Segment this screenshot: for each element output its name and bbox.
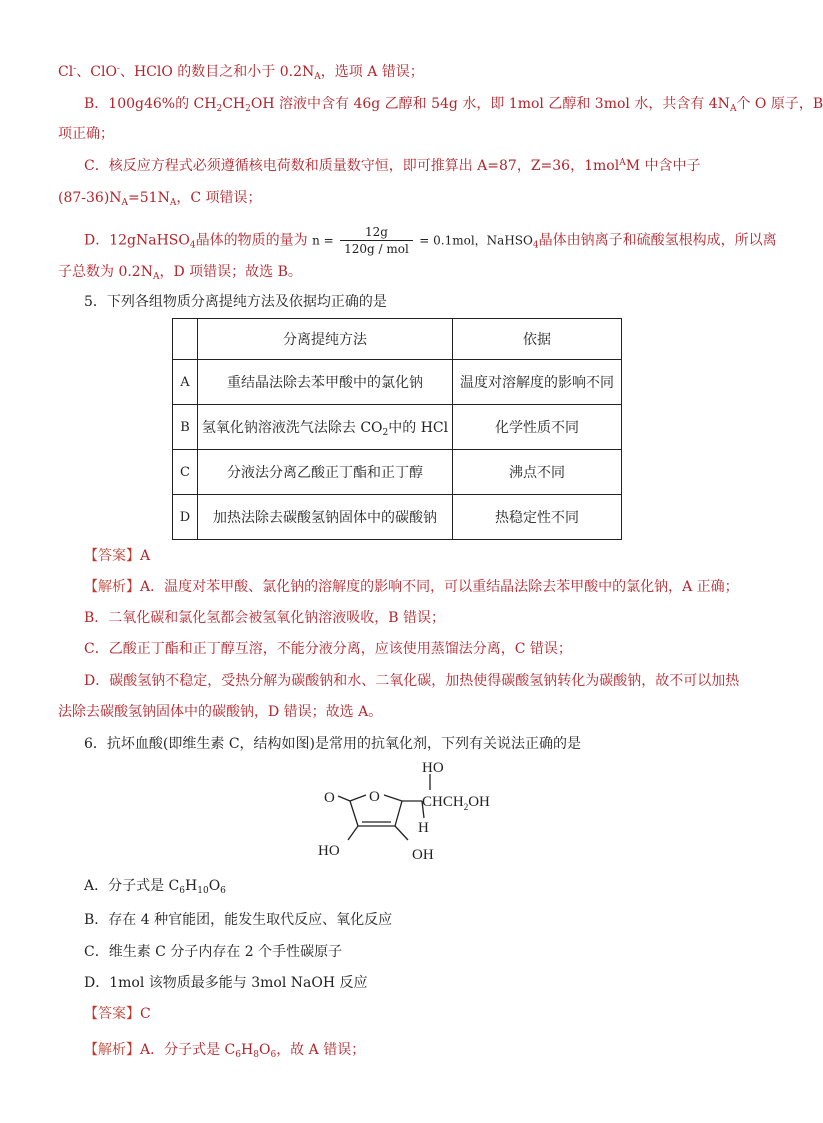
atom-chain: $CHCH_2OH$	[422, 794, 490, 812]
question-5-stem: 5．下列各组物质分离提纯方法及依据均正确的是	[84, 294, 387, 310]
atom-ho-top: HO	[422, 760, 444, 776]
analysis-line-cl-count: Cl-、ClO-、HClO 的数目之和小于 $0.2N_A$，选项 A 错误；	[58, 64, 424, 82]
bond-c3-oh	[395, 826, 408, 840]
analysis-line-d-cont: 子总数为 $0.2N_A$，D 项错误；故选 B。	[58, 264, 302, 282]
question-5-answer: 【答案】A	[84, 548, 151, 564]
option-label: A	[173, 360, 198, 405]
question-5-analysis-b: B．二氧化碳和氯化氢都会被氢氧化钠溶液吸收，B 错误；	[84, 610, 446, 626]
basis-cell: 热稳定性不同	[453, 495, 622, 540]
bond-c2-oh	[348, 826, 358, 840]
question-6-option-c: C．维生素 C 分子内存在 2 个手性碳原子	[84, 944, 343, 960]
question-6-analysis-a: 【解析】A．分子式是 $C_6H_8O_6$，故 A 错误；	[84, 1042, 366, 1060]
table-row	[173, 450, 622, 495]
table-header-method: 分离提纯方法	[198, 319, 453, 360]
molar-fraction: $\frac{12g}{\text{120g / mol}}$	[340, 224, 413, 257]
atom-o-ring: O	[369, 789, 380, 805]
question-5-analysis-d-cont: 法除去碳酸氢钠固体中的碳酸钠，D 错误；故选 A。	[58, 704, 383, 720]
question-6-answer: 【答案】C	[84, 1006, 151, 1022]
atom-oh-right: OH	[412, 847, 434, 863]
analysis-line-b-cont: 项正确；	[58, 126, 114, 142]
table-row	[173, 360, 622, 405]
question-6-option-d: D．1mol 该物质最多能与 3mol NaOH 反应	[84, 975, 368, 991]
option-label: B	[173, 405, 198, 450]
method-cell: 重结晶法除去苯甲酸中的氯化钠	[198, 360, 453, 405]
analysis-line-c-cont: $(87-36)N_A=51N_A$，C 项错误；	[58, 190, 262, 208]
question-6-stem: 6．抗坏血酸(即维生素 C，结构如图)是常用的抗氧化剂，下列有关说法正确的是	[84, 736, 581, 752]
table-header-blank	[173, 319, 198, 360]
method-cell: 分液法分离乙酸正丁酯和正丁醇	[198, 450, 453, 495]
basis-cell: 沸点不同	[453, 450, 622, 495]
atom-h: H	[418, 820, 429, 836]
separation-methods-table	[172, 318, 622, 540]
analysis-line-c: C．核反应方程式必须遵循核电荷数和质量数守恒，即可推算出 A=87，Z=36，1mol$^A$M 中含中子	[84, 158, 701, 174]
question-6-option-b: B．存在 4 种官能团，能发生取代反应、氧化反应	[84, 912, 393, 928]
ascorbic-acid-structure	[318, 758, 518, 866]
bond-o-c4	[384, 795, 402, 801]
bond-carbonyl	[338, 796, 350, 801]
method-cell: 加热法除去碳酸氢钠固体中的碳酸钠	[198, 495, 453, 540]
basis-cell: 化学性质不同	[453, 405, 622, 450]
question-6-option-a: A．分子式是 $C_6H_{10}O_6$	[84, 878, 226, 896]
option-label: D	[173, 495, 198, 540]
bond-c1-o	[350, 795, 366, 801]
basis-cell: 温度对溶解度的影响不同	[453, 360, 622, 405]
atom-ho-left: HO	[318, 843, 340, 859]
bond-c4-c3	[395, 801, 402, 826]
table-header-basis: 依据	[453, 319, 622, 360]
method-cell: 氢氧化钠溶液洗气法除去 $CO_2$中的 HCl	[198, 405, 453, 450]
question-5-analysis-a: 【解析】A．温度对苯甲酸、氯化钠的溶解度的影响不同，可以重结晶法除去苯甲酸中的氯化钠，A 正确；	[84, 579, 739, 595]
option-label: C	[173, 450, 198, 495]
bond-c2-c1	[350, 801, 358, 826]
analysis-line-b: B．100g46%的 $CH_2CH_2OH$ 溶液中含有 46g 乙醇和 54g 水，即 1mol 乙醇和 3mol 水，共含有 $4N_A$个 O 原子，B	[84, 96, 823, 114]
analysis-line-d: D．12gNaHSO$_4$晶体的物质的量为 n = $\frac{12g}{\text{120g / mol}}$ = 0.1mol，NaHSO$_4$晶体由钠离子和硫酸氢根构成，所以离	[84, 225, 777, 256]
atom-o-carbonyl: O	[324, 790, 335, 806]
question-5-analysis-c: C．乙酸正丁酯和正丁醇互溶，不能分液分离，应该使用蒸馏法分离，C 错误；	[84, 641, 572, 657]
question-5-analysis-d: D．碳酸氢钠不稳定，受热分解为碳酸钠和水、二氧化碳，加热使得碳酸氢钠转化为碳酸钠，故不可以加热	[84, 673, 740, 689]
table-row	[173, 495, 622, 540]
table-header-row	[173, 319, 622, 360]
table-row	[173, 405, 622, 450]
